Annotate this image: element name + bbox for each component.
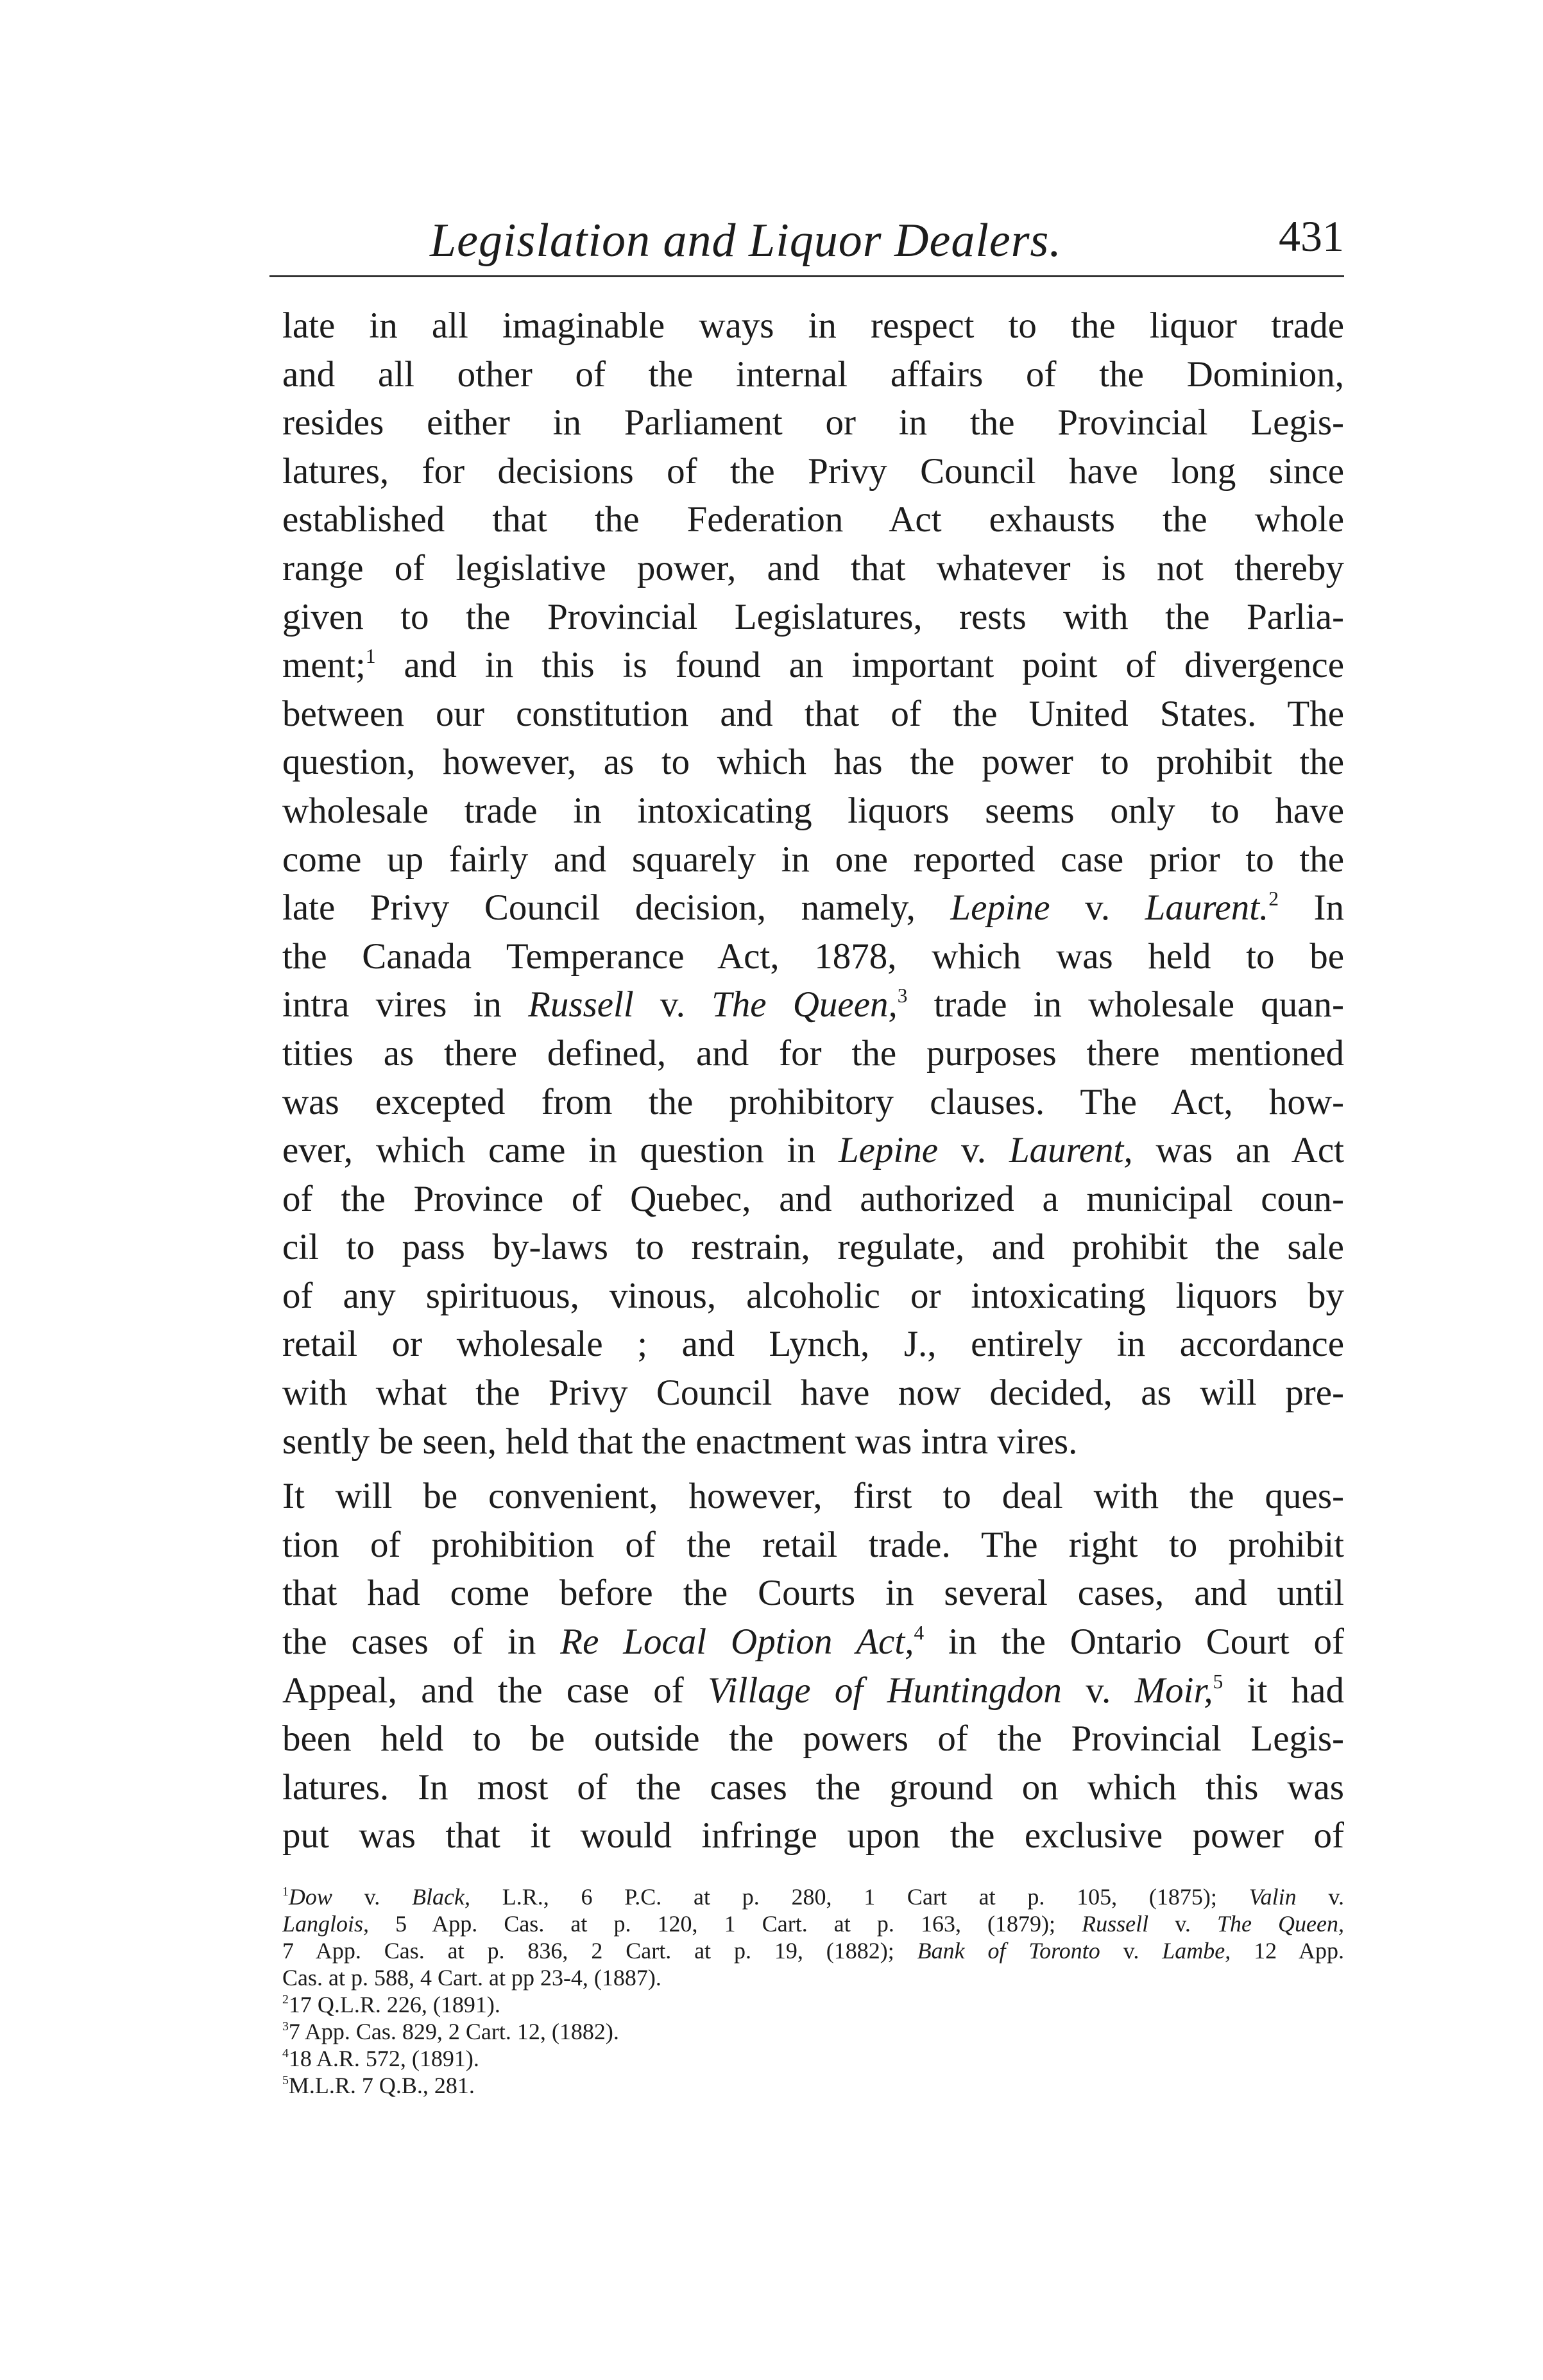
text-line: with what the Privy Council have now decided, as will pre- bbox=[282, 1373, 1344, 1414]
footnote-1-cont: Cas. at p. 588, 4 Cart. at pp 23-4, (1887). bbox=[282, 1965, 661, 1990]
text-line: ment;$^1$ and in this is found an important point of divergence bbox=[282, 645, 1344, 686]
text-line: put was that it would infringe upon the exclusive power of bbox=[282, 1815, 1344, 1856]
footnote-mark: 4 bbox=[282, 2046, 289, 2061]
page-number: 431 bbox=[1279, 212, 1344, 261]
text-line: ever, which came in question in Lepine v. Laurent, was an Act bbox=[282, 1130, 1344, 1171]
text-line: been held to be outside the powers of the Provincial Legis- bbox=[282, 1718, 1344, 1759]
footnote-mark: 1 bbox=[282, 1885, 289, 1899]
text-line: Appeal, and the case of Village of Huntingdon v. Moir,$^5$ it had bbox=[282, 1670, 1344, 1711]
page-header bbox=[430, 202, 1344, 273]
footnote-5: $^5$M.L.R. 7 Q.B., 281. bbox=[282, 2073, 475, 2098]
footnote-mark: 3 bbox=[282, 2019, 289, 2034]
text-line: late Privy Council decision, namely, Lepine v. Laurent.$^2$ In bbox=[282, 887, 1344, 929]
text-line: and all other of the internal affairs of the Dominion, bbox=[282, 354, 1344, 395]
text-line: late in all imaginable ways in respect to the liquor trade bbox=[282, 305, 1344, 346]
text-line: intra vires in Russell v. The Queen,$^3$ trade in wholesale quan- bbox=[282, 984, 1344, 1025]
footnote-mark: 2 bbox=[282, 1992, 289, 2007]
text-line: the Canada Temperance Act, 1878, which was held to be bbox=[282, 936, 1344, 977]
text-line: retail or wholesale ; and Lynch, J., entirely in accordance bbox=[282, 1324, 1344, 1365]
text-line: sently be seen, held that the enactment was intra vires. bbox=[282, 1421, 1078, 1462]
case-name: Village of Huntingdon bbox=[708, 1670, 1062, 1711]
case-name: Re Local Option Act, bbox=[560, 1622, 914, 1663]
footnote-ref: 2 bbox=[1268, 887, 1279, 911]
footnote-4: $^4$18 A.R. 572, (1891). bbox=[282, 2046, 479, 2071]
case-name: Lepine bbox=[950, 887, 1050, 929]
case-name: The Queen, bbox=[712, 984, 898, 1025]
text-line: resides either in Parliament or in the Provincial Legis- bbox=[282, 402, 1344, 443]
footnotes bbox=[282, 1883, 1344, 2099]
text-line: that had come before the Courts in several cases, and until bbox=[282, 1573, 1344, 1614]
text-line: given to the Provincial Legislatures, rests with the Parlia- bbox=[282, 596, 1344, 637]
text-line: wholesale trade in intoxicating liquors seems only to have bbox=[282, 790, 1344, 831]
case-name: Laurent. bbox=[1145, 887, 1269, 929]
case-name: Laurent, bbox=[1009, 1130, 1133, 1171]
text-line: was excepted from the prohibitory clauses. The Act, how- bbox=[282, 1081, 1344, 1122]
footnote-ref: 3 bbox=[897, 984, 908, 1007]
paragraph-gap bbox=[282, 1466, 1344, 1472]
running-title: Legislation and Liquor Dealers. bbox=[430, 214, 1062, 267]
footnote-1: $^1$Dow v. Black, L.R., 6 P.C. at p. 280, 1 Cart at p. 105, (1875); Valin v. bbox=[282, 1884, 1344, 1910]
text-line: established that the Federation Act exhausts the whole bbox=[282, 499, 1344, 540]
paragraph bbox=[282, 302, 1344, 1466]
text-line: tities as there defined, and for the purposes there mentioned bbox=[282, 1032, 1344, 1074]
paragraph bbox=[282, 1472, 1344, 1860]
footnote-1-cont: 7 App. Cas. at p. 836, 2 Cart. at p. 19, (1882); Bank of Toronto v. Lambe, 12 App. bbox=[282, 1938, 1344, 1964]
text-line: between our constitution and that of the United States. The bbox=[282, 693, 1344, 734]
text-line: come up fairly and squarely in one reported case prior to the bbox=[282, 839, 1344, 880]
footnote-ref: 1 bbox=[365, 645, 376, 668]
text-line: the cases of in Re Local Option Act,$^4$ in the Ontario Court of bbox=[282, 1622, 1344, 1663]
header-rule bbox=[269, 275, 1344, 277]
text-line: cil to pass by-laws to restrain, regulate, and prohibit the sale bbox=[282, 1227, 1344, 1268]
text-line: tion of prohibition of the retail trade. The right to prohibit bbox=[282, 1524, 1344, 1565]
text-line: It will be convenient, however, first to deal with the ques- bbox=[282, 1476, 1344, 1517]
text-line: of any spirituous, vinous, alcoholic or intoxicating liquors by bbox=[282, 1275, 1344, 1316]
footnote-3: $^3$7 App. Cas. 829, 2 Cart. 12, (1882). bbox=[282, 2019, 619, 2044]
text-line: range of legislative power, and that whatever is not thereby bbox=[282, 547, 1344, 588]
case-name: Moir, bbox=[1134, 1670, 1213, 1711]
text-line: question, however, as to which has the power to prohibit the bbox=[282, 742, 1344, 783]
footnote-2: $^2$17 Q.L.R. 226, (1891). bbox=[282, 1992, 500, 2017]
footnote-ref: 4 bbox=[914, 1622, 925, 1645]
body-text bbox=[282, 302, 1344, 1860]
footnote-ref: 5 bbox=[1213, 1670, 1223, 1693]
text-line: latures. In most of the cases the ground on which this was bbox=[282, 1767, 1344, 1808]
text-line: latures, for decisions of the Privy Council have long since bbox=[282, 450, 1344, 492]
case-name: Lepine bbox=[838, 1130, 939, 1171]
footnote-1-cont: Langlois, 5 App. Cas. at p. 120, 1 Cart. at p. 163, (1879); Russell v. The Queen, bbox=[282, 1911, 1344, 1937]
footnote-mark: 5 bbox=[282, 2073, 289, 2088]
case-name: Russell bbox=[528, 984, 634, 1025]
text-line: of the Province of Quebec, and authorized a municipal coun- bbox=[282, 1178, 1344, 1219]
